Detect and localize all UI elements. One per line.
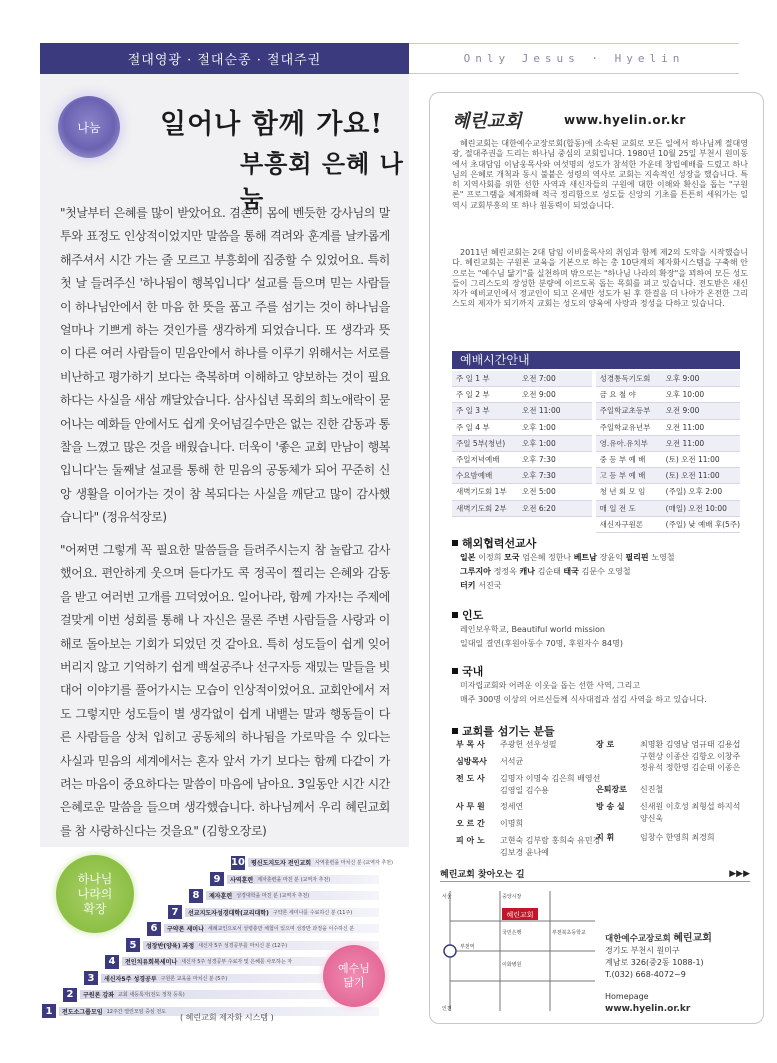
testimony-1: "첫날부터 은혜를 많이 받았어요. 겸손이 몸에 벤듯한 강사님의 말투와 표정도 인상적이었지만 말씀을 통해 격려와 훈계를 날카롭게 해주셔서 시간 가는 줄 모르고 부흥회에 집중할 수 있었어요. 특히 첫 날 들려주신 '하나됨이 행복입니다' 설교를 들으며 믿는 사람들이 하나님안에서 한 마음 한 뜻을 품고 주를 섬기는 것이 하나님을 얼마나 기쁘게 하는 것인가를 생각하게 되었습니다. 또 생각과 뜻이 다른 여러 사람들이 믿음안에서 하나를 이루기 위해서는 서로를 비난하고 평가하기 보다는 축복하며 이해하고 양보하는 것이 필요하다는 사실을 새삼 깨달았습니다. 삼사십년 목회의 희노애락이 묻어나는 예화들 안에서도 쉽게 웃어넘길수만은 없는 진한 감동과 통찰을 느꼈고 많은 것을 배웠습니다. 더욱이 '좋은 교회 만남이 행복입니다'는 둘째날 설교를 통해 한 믿음의 공동체가 되어 꾸준히 신앙 생활을 이어가는 것이 참 복되다는 사실을 깨닫고 많이 감사했습니다" (정유석장로)	[60, 206, 390, 525]
christlike-label: 예수님 닮기	[338, 962, 370, 989]
worship-row	[596, 517, 740, 533]
worship-row	[452, 403, 592, 419]
staff-names: 주광헌 선우성필	[500, 740, 557, 749]
church-url[interactable]: www.hyelin.or.kr	[564, 113, 686, 127]
homepage-url[interactable]: www.hyelin.or.kr	[605, 1004, 691, 1014]
india-line-2: 일대일 결연(후원아동수 70명, 후원자수 84명)	[460, 639, 623, 648]
map-arrows: ▶▶▶	[729, 868, 750, 879]
mission-country: 모국	[503, 553, 523, 562]
staff-row	[456, 801, 610, 813]
worship-row	[596, 420, 740, 436]
station-label: 부천역	[460, 944, 475, 950]
staff-names: 정세연	[500, 802, 524, 811]
staff-role: 피 아 노	[456, 836, 485, 845]
worship-time: 오전 5:00	[522, 487, 556, 497]
mission-names: 정정옥	[493, 567, 520, 576]
stair-step-bar	[206, 891, 379, 900]
worship-name: 새벽기도회 2부	[456, 503, 507, 513]
worship-name: 주일학교초등부	[599, 406, 651, 416]
church-intro-2: 2011년 혜린교회는 2대 담임 이비울목사의 취임과 함께 제2의 도약을 시작했습니다. 혜린교회는 구원론 교육을 기본으로 하는 총 10단계의 제자화시스템을 구축해 안으로는 "예수님 닮기"를 실천하며 밖으로는 "하나님 나라의 확장"을 꾀하여 모든 성도들이 그리스도의 장성한 분량에 이르도록 돕는 목회를 펴고 있습니다. 전도받은 새신자가 예비교인에서 정교인이 되고 온세만 성도가 된 후 한걸음 더 나아가 온전한 그리스도의 제자가 되기까지 교회는 성도의 양육에 사랑과 정성을 다하고 있습니다.	[452, 248, 748, 309]
church-intro-1: 혜린교회는 대한예수교장로회(합동)에 소속된 교회로 모든 일에서 하나님께 절대영광, 절대주권을 드리는 하나님 중심의 교회입니다. 1980년 10월 25일 부천시 원미동에서 초대담임 이남웅목사와 여섯명의 성도가 참석한 가운데 창립예배를 드렸고 하나님의 은혜로 개척과 동시 불붙은 성령의 역사로 교회는 지속적인 성장을 했습니다. 특히 지역사회를 위한 선한 사역과 새신자들의 구원에 대한 이해와 확신을 돕는 "구원론" 프로그램을 체계화해 적극 정리함으로 성도들 신앙의 기초를 튼튼히 세워가는 일 역시 교회부흥의 또 하나 원동력이 되었습니다.	[452, 139, 748, 210]
worship-time: (토) 오전 11:00	[665, 455, 720, 465]
worship-col-left	[452, 371, 592, 533]
diagram-caption: ( 혜린교회 제자화 시스템 )	[180, 1013, 274, 1022]
staff-row	[596, 739, 750, 774]
stair-step-number: 5	[126, 938, 140, 952]
worship-col-right	[596, 371, 740, 533]
map-heading	[440, 868, 750, 882]
stair-step-name: 새신자5주 성경공부	[104, 975, 157, 983]
worship-row	[452, 436, 592, 452]
worship-time: (주일) 오후 2:00	[665, 487, 723, 497]
worship-name: 주 일 2 부	[456, 390, 490, 400]
stair-step-desc: 세례교인으로서 성령충만 체험이 있으며 성장반 과정을 이수하신 분	[207, 926, 355, 932]
staff-role: 방 송 실	[596, 802, 625, 811]
worship-row	[452, 420, 592, 436]
worship-time: 오후 1:00	[522, 438, 556, 448]
india-heading	[452, 607, 752, 623]
staff-title: 교회를 섬기는 분들	[462, 725, 555, 738]
article-subtitle: 부흥회 은혜 나눔	[240, 149, 404, 213]
domestic-body	[452, 679, 752, 707]
worship-row	[596, 452, 740, 468]
staff-role: 장 로	[596, 740, 615, 749]
mission-names: 엄은혜 정한나	[522, 553, 574, 562]
tagline-band	[409, 43, 739, 74]
mission-country: 캐나	[519, 567, 538, 576]
category-label: 나눔	[77, 120, 101, 135]
domestic-line-1: 미자립교회와 어려운 이웃을 돕는 선한 사역, 그리고	[460, 681, 641, 690]
worship-time: 오전 11:00	[665, 422, 705, 432]
india-section	[452, 607, 752, 651]
mission-names: 노영철	[651, 553, 675, 562]
stair-step-name: 구약론 세미나	[167, 926, 204, 933]
staff-row	[456, 773, 610, 796]
location-map	[440, 886, 600, 1016]
stair-step-name: 전인치유회복세미나	[125, 959, 178, 966]
church-info-panel	[429, 92, 764, 1024]
stair-step-desc: 교회 새등록자(전도 정착 등록)	[118, 992, 185, 998]
stair-step	[189, 889, 379, 903]
worship-name: 주 일 4 부	[456, 422, 490, 432]
stair-step-bar	[227, 875, 379, 884]
mission-country: 터키	[460, 581, 479, 590]
mission-names: 이정희	[478, 553, 504, 562]
worship-name: 새벽기도회 1부	[456, 487, 507, 497]
stair-step-number: 2	[63, 988, 77, 1002]
mission-country: 일본	[460, 553, 479, 562]
stair-step-number: 8	[189, 889, 203, 903]
stair-step	[168, 905, 379, 919]
mart-label: 중앙시장	[502, 894, 522, 900]
staff-names: 김명자 이명숙 김은희 배영선 김영일 김수용	[500, 774, 601, 795]
worship-name: 주일학교유년부	[599, 422, 651, 432]
mission-country: 베트남	[573, 553, 600, 562]
missions-heading	[452, 535, 752, 551]
missions-title: 해외협력선교사	[462, 537, 537, 550]
stair-step-desc: 12주간 열린모임 중심 전도	[106, 1008, 167, 1015]
stair-step	[210, 872, 379, 886]
stair-step-bar	[248, 858, 393, 867]
testimony-2: "어쩌면 그렇게 꼭 필요한 말씀들을 들려주시는지 참 놀랍고 감사했어요. 편안하게 웃으며 듣다가도 콕 정곡이 찔리는 은혜와 감동을 받고 여러번 고개를 끄덕였어요. 일어나라, 함께 가자!는 주제에 걸맞게 이번 성회를 통해 나 자신은 물론 주변 사람들을 사랑과 이해로 돌아보는 기회가 되었던 것 같아요. 특히 성도들이 쉽게 잊어버리지 않고 기억하기 쉽게 백설공주나 선구자등 재밌는 말들을 빗대어 이야기를 풀어가시는 모습이 인상적이었어요. 교회안에서 저도 그렇지만 성도들이 별 생각없이 쉽게 내뱉는 말과 행동들이 다른 사람들을 상처 입히고 공동체의 하나됨을 가로막을 수 있다는 사실과 믿음의 세계에서는 혼자 앞서 가기 보다는 함께 다같이 가려는 마음이 중요하다는 말씀이 마음에 남아요. 3일동안 시간 시간 은혜로운 말씀을 들으며 생각했습니다. 하나님께서 우리 혜린교회를 참 사랑하신다는 것을요" (김항오장로)	[60, 543, 390, 838]
india-title: 인도	[462, 609, 484, 622]
mission-names: 서진국	[478, 581, 502, 590]
missions-line	[460, 565, 752, 579]
worship-time: 오전 11:00	[665, 438, 705, 448]
stair-step-name: 구원론 강좌	[83, 992, 115, 999]
domestic-line-2: 매주 300명 이상의 어르신들께 식사대접과 섬김 사역을 하고 있습니다.	[460, 695, 707, 704]
india-line-1: 레인보우학교, Beautiful world mission	[460, 625, 605, 634]
staff-row	[596, 801, 750, 824]
stair-step-bar	[185, 908, 379, 917]
staff-row	[596, 832, 750, 844]
staff-row	[456, 756, 610, 768]
worship-time: 오후 10:00	[665, 390, 705, 400]
india-body	[452, 623, 752, 651]
worship-name: 매 일 전 도	[599, 503, 636, 513]
motto-band	[40, 43, 409, 74]
tagline: Only Jesus · Hyelin	[463, 52, 685, 65]
worship-time: (토) 오전 11:00	[665, 471, 720, 481]
top-rule	[0, 0, 777, 3]
address-line-2: 계남로 326(중2동 1088-1)	[605, 958, 704, 967]
stair-step-name: 성장반(양육) 과정	[146, 942, 195, 950]
address-line-1: 경기도 부천시 원미구	[605, 946, 680, 955]
article-panel	[40, 74, 409, 847]
worship-row	[596, 484, 740, 500]
stair-step-desc: 새신자 5주 성경공부 수료자 및 은혜를 사모하는 자	[181, 959, 293, 965]
stair-step-desc: 구원론 교육을 마치신 분 (5주)	[160, 975, 228, 982]
mission-names: 김문수 오영철	[581, 567, 631, 576]
staff-role: 은퇴장로	[596, 785, 627, 794]
worship-time: 오전 9:00	[665, 406, 700, 416]
worship-row	[452, 468, 592, 484]
stair-step-desc: 성경대학을 마친 분 (교역자 추천)	[236, 893, 310, 899]
stair-step-desc: 제자훈련을 마친 분 (교역자 추천)	[257, 876, 331, 883]
worship-name: 금 요 철 야	[599, 390, 636, 400]
stair-step-number: 9	[210, 872, 224, 886]
stair-step	[147, 922, 379, 936]
missions-line	[460, 579, 752, 593]
worship-name: 청 년 회 모 임	[599, 487, 646, 497]
address-org: 대한예수교장로회	[605, 934, 671, 944]
motto: 절대영광 · 절대순종 · 절대주권	[127, 53, 322, 68]
worship-time: 오후 1:00	[522, 422, 556, 432]
staff-role: 심방목사	[456, 757, 487, 766]
worship-time: 오후 7:30	[522, 455, 556, 465]
missions-list	[452, 551, 752, 593]
stair-step-number: 3	[84, 971, 98, 985]
bullet-square	[452, 668, 458, 674]
stair-step-number: 4	[105, 955, 119, 969]
staff-names: 고현숙 김부람 홍희숙 유민경 김보경 윤나예	[500, 836, 601, 857]
stair-step-number: 10	[231, 857, 245, 868]
incheon-label: 인천	[442, 1006, 452, 1012]
address-name: 혜린교회	[673, 933, 712, 944]
domestic-title: 국내	[462, 665, 484, 678]
staff-row	[596, 784, 750, 796]
stair-step-desc: 새신자 5주 성경공부를 마치신 분 (12주)	[198, 942, 288, 949]
mission-country: 태국	[563, 567, 582, 576]
staff-role: 전 도 사	[456, 774, 485, 783]
worship-name: 주일 5부(청년)	[456, 438, 506, 448]
worship-name: 수요밤예배	[456, 471, 493, 481]
bullet-square	[452, 728, 458, 734]
stair-step-bar	[164, 924, 379, 933]
school-label: 부천북초등학교	[552, 930, 586, 936]
worship-name: 고 등 부 예 배	[599, 471, 646, 481]
stair-step-name: 전도소그룹모임	[62, 1008, 103, 1016]
worship-row	[452, 452, 592, 468]
stair-step-desc: 구약론 세미나를 수료하신 분 (11주)	[272, 909, 353, 916]
worship-heading: 예배시간안내	[452, 351, 740, 369]
address-org-line	[605, 933, 755, 945]
worship-time: 오후 7:30	[522, 471, 556, 481]
stair-step-desc: 사역훈련을 마치신 분 (교역자 추천)	[315, 860, 393, 866]
worship-time: 오전 6:20	[522, 503, 556, 513]
address-block	[605, 933, 755, 1015]
worship-time: (매일) 오전 10:00	[665, 503, 727, 513]
discipleship-diagram	[40, 855, 409, 1025]
hospital-label: 이화병원	[502, 962, 522, 968]
worship-row	[596, 468, 740, 484]
staff-row	[456, 739, 610, 751]
domestic-heading	[452, 663, 752, 679]
worship-name: 주 일 1 부	[456, 374, 490, 384]
staff-names: 신새원 이호성 최형섭 하지석 양신욱	[640, 802, 741, 823]
worship-time: (주일) 낮 예배 후(5주)	[665, 519, 740, 529]
church-map-label: 혜린교회	[506, 911, 534, 919]
worship-time: 오전 11:00	[522, 406, 561, 416]
staff-names: 임창수 한영희 최경희	[640, 833, 715, 842]
bullet-square	[452, 612, 458, 618]
stair-step	[231, 856, 393, 870]
domestic-section	[452, 663, 752, 707]
missions-line	[460, 551, 752, 565]
staff-names: 최명환 김영남 엄규태 김용섭 구현상 이종산 김항오 이창주 정유석 정한영 김순태 이종은	[640, 740, 741, 772]
mission-names: 장윤익	[599, 553, 626, 562]
staff-role: 부 목 사	[456, 740, 485, 749]
staff-row	[456, 818, 610, 830]
worship-row	[596, 436, 740, 452]
stair-step-number: 7	[168, 905, 182, 919]
staff-heading	[452, 723, 752, 739]
worship-time: 오전 7:00	[522, 374, 556, 384]
christlike-circle	[323, 945, 385, 1007]
worship-time: 오후 9:00	[665, 374, 700, 384]
staff-names: 신진철	[640, 785, 664, 794]
station-icon	[444, 945, 456, 957]
stair-step-name: 선교지도자성경대학(교리대학)	[188, 909, 269, 917]
homepage-label: Homepage	[605, 992, 649, 1001]
worship-row	[452, 387, 592, 403]
mission-country: 그루지아	[460, 567, 494, 576]
stair-step-name: 평신도지도자 전인교회	[251, 860, 312, 867]
stair-step-number: 6	[147, 922, 161, 936]
worship-schedule	[452, 371, 740, 533]
stair-step-name: 제자훈련	[209, 893, 233, 900]
staff-role: 오 르 간	[456, 819, 485, 828]
staff-row	[456, 835, 610, 858]
stair-step-name: 사역훈련	[230, 876, 254, 884]
worship-name: 새신자구원론	[599, 519, 644, 529]
missions-section	[452, 535, 752, 593]
worship-row	[596, 387, 740, 403]
mission-country: 필리핀	[625, 553, 652, 562]
worship-row	[596, 403, 740, 419]
worship-name: 주일저녁예배	[456, 455, 500, 465]
worship-row	[596, 371, 740, 387]
staff-names: 이명희	[500, 819, 524, 828]
category-badge	[58, 96, 120, 158]
worship-row	[452, 484, 592, 500]
stair-step-number: 1	[42, 1004, 56, 1018]
worship-row	[452, 501, 592, 517]
worship-row	[452, 371, 592, 387]
staff-heading-wrap	[452, 723, 752, 739]
church-logo: 혜린교회	[452, 111, 522, 132]
kingdom-circle	[56, 855, 134, 933]
staff-role: 사 무 원	[456, 802, 485, 811]
mission-names: 김순태	[537, 567, 564, 576]
seoul-label: 서울	[442, 894, 452, 900]
worship-name: 중 등 부 예 배	[599, 455, 646, 465]
map-title: 혜린교회 찾아오는 길	[440, 870, 525, 880]
staff-names: 서석균	[500, 757, 524, 766]
worship-name: 영.유아.유치부	[599, 438, 648, 448]
worship-time: 오전 9:00	[522, 390, 556, 400]
address-phone: T.(032) 668-4072~9	[605, 970, 686, 979]
kookmin-label: 국민은행	[502, 930, 522, 936]
kingdom-label: 하나님 나라의 확장	[77, 871, 113, 916]
worship-name: 성경통독기도회	[599, 374, 651, 384]
article-title: 일어나 함께 가요!	[160, 109, 384, 140]
staff-role: 지 휘	[596, 833, 615, 842]
worship-row	[596, 501, 740, 517]
bullet-square	[452, 540, 458, 546]
worship-name: 주 일 3 부	[456, 406, 490, 416]
